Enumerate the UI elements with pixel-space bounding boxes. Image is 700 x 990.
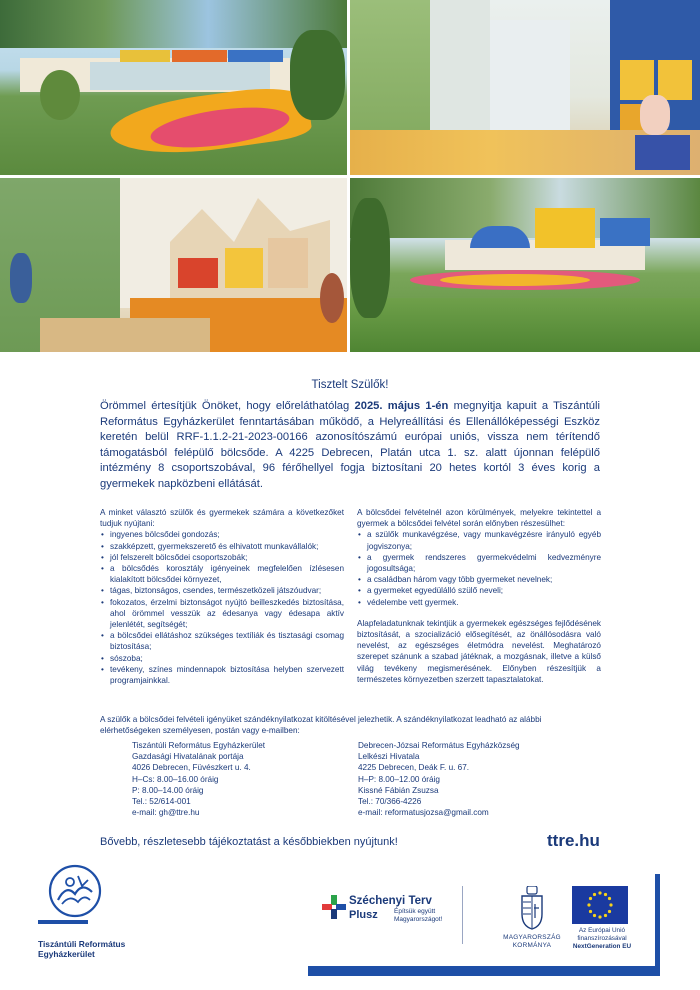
logo-divider [462, 886, 463, 944]
email-link[interactable]: e-mail: reformatusjozsa@gmail.com [358, 808, 489, 818]
classroom-photo [0, 178, 347, 352]
address-line: Gazdasági Hivatalának portája [132, 752, 244, 762]
address-line: Kissné Fábián Zsuzsa [358, 785, 439, 795]
address-line: P: 8.00–14.00 óráig [132, 785, 204, 795]
application-info: A szülők a bölcsődei felvételi igényüket szándéknyilatkozat kitöltésével jelezhetik. A szándéknyilatkozat leadható az alábbi elérhetőségeken személyesen, postán vagy e-mailben: [100, 715, 542, 736]
org-name [38, 939, 178, 959]
list-item: • szakképzett, gyermekszerető és elhivatott munkavállalók; [100, 541, 344, 552]
logo-underline [38, 920, 88, 924]
greeting-heading: Tisztelt Szülők! [311, 379, 389, 391]
szechenyi-title: Széchenyi Terv [349, 895, 432, 907]
address-line: Tel.: 70/366-4226 [358, 797, 422, 807]
eu-flag-icon [572, 886, 628, 924]
nextgeneration-label: NextGeneration EU [572, 943, 632, 950]
playground-photo [350, 178, 700, 352]
org-name-line: Tiszántúli Református [38, 939, 126, 949]
address-block-congregation [358, 740, 520, 818]
address-line: 4225 Debrecen, Deák F. u. 67. [358, 763, 470, 773]
list-item: • védelembe vett gyermek. [357, 597, 601, 608]
more-info-note: Bővebb, részletesebb tájékoztatást a későbbiekben nyújtunk! [100, 836, 398, 848]
address-block-district [132, 740, 265, 818]
address-line: 4026 Debrecen, Füvészkert u. 4. [132, 763, 251, 773]
corridor-photo [350, 0, 700, 175]
address-line: Lelkészi Hivatala [358, 752, 420, 762]
list-item: • ingyenes bölcsődei gondozás; [100, 529, 344, 540]
szechenyi-plus: Plusz [349, 909, 378, 921]
priority-list [357, 529, 601, 607]
list-item: • a gyermek rendszeres gyermekvédelmi kedvezményre jogosultsága; [357, 552, 601, 574]
address-line: Tel.: 52/614-001 [132, 797, 191, 807]
offer-column [100, 507, 344, 686]
eu-text-line: finanszírozásával [577, 935, 627, 942]
church-emblem-icon [48, 864, 102, 918]
mission-paragraph: Alapfeladatunknak tekintjük a gyermekek egészséges fejlődésének biztosítását, a szocializáció elősegítését, az önállósodásra való nevelést, az egészséges életmódra nevelést. Meghatározó szerepet szánunk a szabad játéknak, a mozgásnak, illetve a külső világ tevékeny megismerésének. Előnyben részesítjük a természetes környezetben szerzett tapasztalatokat. [357, 618, 601, 684]
list-item: • jól felszerelt bölcsődei csoportszobák; [100, 552, 344, 563]
intro-text-1: Örömmel értesítjük Önöket, hogy előreláthatólag [100, 400, 355, 412]
list-item: • tágas, biztonságos, csendes, természetközeli játszóudvar; [100, 585, 344, 596]
list-item: • a családban három vagy több gyermeket nevelnek; [357, 574, 601, 585]
priority-column [357, 507, 601, 685]
intro-text-2: megnyitja kapuit a Tiszántúli Református Egyházkerület fenntartásában működő, a Helyreállítási és Ellenállóképességi Eszköz keretén belül RRF-1.1.2-21-2023-00166 azonosítószámú európai uniós, vissza nem térítendő támogatásból felépülő bölcsőde. A 4225 Debrecen, Platán utca 1. sz. alatt újonnan felépülő intézmény 8 csoportszobával, 96 férőhellyel fogja biztosítani 20 hetes kortól 3 éves korig a gyermekek napközbeni ellátását. [100, 400, 600, 490]
intro-paragraph [100, 399, 600, 493]
list-item: • tevékeny, színes mindennapok biztosítása helyben szervezett programjainkkal. [100, 664, 344, 686]
list-item: • fokozatos, érzelmi biztonságot nyújtó beilleszkedés biztosítása, ahol örömmel vesszük az édesanya vagy édesapa aktív jelenlétét, segítségét; [100, 597, 344, 631]
coat-of-arms-icon [519, 886, 545, 930]
offer-lead: A minket választó szülők és gyermekek számára a következőket tudjuk nyújtani: [100, 508, 344, 529]
government-name [497, 934, 567, 950]
list-item: • a bölcsődés korosztály igényeinek megfelelően ízlésesen kialakított bölcsődei környezet, [100, 563, 344, 585]
government-name-line: KORMÁNYA [512, 942, 552, 949]
address-line: H–P: 8.00–12.00 óráig [358, 774, 440, 784]
website-link[interactable]: ttre.hu [547, 831, 600, 850]
government-name-line: MAGYARORSZÁG [503, 934, 561, 941]
offer-list [100, 529, 344, 686]
email-link[interactable]: e-mail: gh@ttre.hu [132, 808, 200, 818]
eu-stars [572, 886, 628, 924]
org-name-line: Egyházkerület [38, 949, 95, 959]
footer-bar [308, 966, 660, 976]
photo-collage [0, 0, 700, 352]
eu-funding-text [563, 927, 641, 951]
eu-text-line: Az Európai Unió [578, 927, 626, 934]
list-item: • a bölcsődei ellátáshoz szükséges textíliák és tisztasági csomag biztosítása; [100, 630, 344, 652]
building-exterior-photo [0, 0, 347, 175]
footer-corner-bar [655, 874, 660, 976]
address-line: H–Cs: 8.00–16.00 óráig [132, 774, 219, 784]
list-item: • sószoba; [100, 653, 344, 664]
opening-date: 2025. május 1-én [354, 400, 449, 412]
list-item: • a szülők munkavégzése, vagy munkavégzésre irányuló egyéb jogviszonya; [357, 529, 601, 551]
szechenyi-slogan: Építsük együtt Magyarországot! [394, 908, 443, 923]
list-item: • a gyermeket egyedülálló szülő neveli; [357, 585, 601, 596]
address-line: Debrecen-Józsai Református Egyházközség [358, 741, 520, 750]
szechenyi-cross-icon [322, 895, 346, 919]
szechenyi-plan-logo [322, 893, 462, 939]
address-line: Tiszántúli Református Egyházkerület [132, 741, 266, 750]
priority-lead: A bölcsődei felvételnél azon körülmények, melyekre tekintettel a gyermek a bölcsődei felvétel során előnyben részesülhet: [357, 508, 601, 529]
